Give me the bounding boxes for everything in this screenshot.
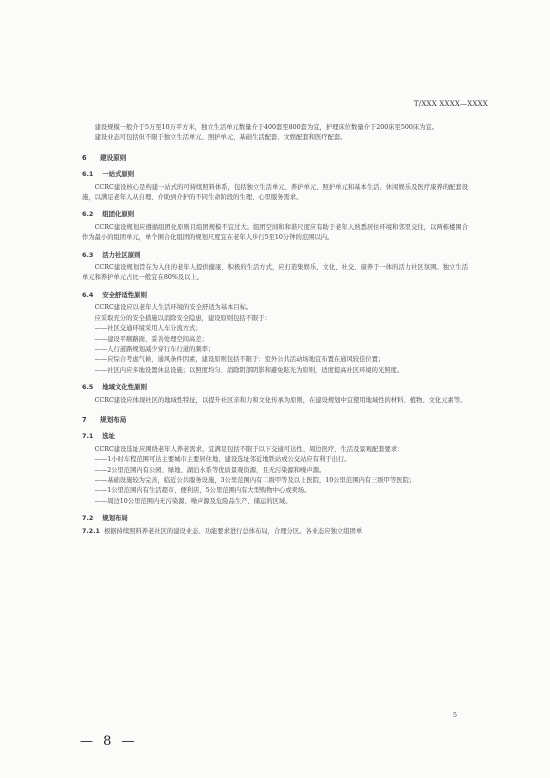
list-item: ——人行道路规划减少穿行车行道的频率； xyxy=(94,345,215,353)
section-title: 一站式原则 xyxy=(102,170,135,179)
section-title: 规划布局 xyxy=(102,514,128,523)
section-7-2-heading xyxy=(82,513,468,523)
section-title: 安全舒适性原则 xyxy=(102,290,147,299)
section-6-4-text: 应采取充分的安全措施以消除安全隐患，建设原则包括不限于： xyxy=(94,314,271,322)
section-title: 建设原则 xyxy=(100,153,127,162)
paragraph-scale: 建设规模一般介于5万至10万平方米，独立生活单元数量介于400套至800套为宜，护理床位数量介于200床至500床为宜。 xyxy=(94,124,439,131)
section-number: 6.3 xyxy=(82,250,94,259)
list-item: ——1公里范围内有生活超市、便利店，5公里范围内有大型购物中心或卖场。 xyxy=(94,487,311,495)
list-item: ——2公里范围内有公园、绿地、湖泊水系等优质景观资源，且无污染源和噪声源。 xyxy=(94,466,326,474)
standard-code-header: T/XXX XXXX—XXXX xyxy=(413,100,488,108)
section-6-1-heading xyxy=(82,169,468,179)
footer-page-number: — 8 — xyxy=(80,734,138,749)
section-7-1-heading xyxy=(82,431,468,441)
list-item: ——社区内应多地设置休息设施；以照度均匀、消除阴部阴影和避免眩光为原则，适度提高社区环境的光照度。 xyxy=(94,366,404,374)
section-6-2-text: CCRC建设规划应遵循组团化原则且组团规模不宜过大。组团空间和和谐尺度应有助于老年人熟悉居住环境和邻里交往，以两栋楼围合作为最小的组团单元，单个围合化组团的规划尺度宜在老年人步行5至10分钟的范围以内。 xyxy=(82,223,468,242)
section-6-1-text: CCRC建设核心是构建一站式的可持续照料体系，包括独立生活单元、养护单元、照护单元和基本生活、休闲娱乐及医疗康养的配套设施，以满足老年人从自理、介助到介护的不同生命阶段的生理、心里服务需求。 xyxy=(82,183,468,202)
section-title: 组团化原则 xyxy=(102,210,135,219)
list-item: ——周边10公里范围内无污染源、噪声源及危险品生产、储运的区域。 xyxy=(94,497,292,505)
list-item: ——建设平顺路面、妥善处理空间高差； xyxy=(94,335,208,343)
document-body xyxy=(82,123,468,537)
section-6-3-text: CCRC建设规划旨在为入住的老年人提供健康、积极的生活方式，应打造集娱乐、文化、社交、康养于一体的活力社区氛围。独立生活单元和养护单元占比一般宜在80%及以上。 xyxy=(82,264,468,282)
section-number: 6 xyxy=(82,153,87,162)
section-number: 7.2 xyxy=(82,514,94,523)
section-6-heading xyxy=(82,153,468,163)
section-number: 6.5 xyxy=(82,383,94,392)
section-7-heading xyxy=(82,415,468,425)
paragraph-formats: 建设业态可包括但不限于独立生活单元、照护单元、基础生活配套、文娱配套和医疗配套。 xyxy=(94,134,347,142)
page-number: 5 xyxy=(452,711,457,719)
section-number: 7.2.1 xyxy=(82,527,100,535)
list-item: ——基础设施较为完善，临近公共服务设施，3公里范围内有二级甲等及以上医院，10公里范围内有三级甲等医院； xyxy=(94,476,416,484)
list-item: ——社区交通环境采用人车分流方式； xyxy=(94,325,202,333)
clause-text: 根据持续照料养老社区的建设业态、功能要求进行总体布局，合理分区。各业态应独立组团单 xyxy=(103,527,363,535)
section-title: 地域文化性原则 xyxy=(102,383,147,392)
section-6-3-heading xyxy=(82,250,468,260)
section-title: 规划布局 xyxy=(100,415,127,424)
section-number: 6.1 xyxy=(82,170,94,179)
section-title: 活力社区原则 xyxy=(102,250,141,259)
section-number: 7.1 xyxy=(82,432,94,441)
section-6-5-heading xyxy=(82,382,468,392)
section-6-5-text: CCRC建设应体现社区的地域性特征，以提升社区亲和力和文化传承为原则，在建设规划中宜使用地域性的材料、植物、文化元素等。 xyxy=(94,396,467,404)
section-6-2-heading xyxy=(82,209,468,219)
section-number: 6.4 xyxy=(82,290,94,299)
section-6-4-text: CCRC建设应以老年人生活环境的安全舒适为基本目标。 xyxy=(94,304,253,312)
list-item: ——应综合考虑气候、通风条件因素，建设原则包括不限于：室外公共活动场地宜布置在通风较佳位置； xyxy=(94,356,385,364)
list-item: ——1小时车程范围可达主要城市主要居住地，建设选址邻近地铁站或公交站应有利于出行。 xyxy=(94,456,351,464)
section-7-2-1-text xyxy=(82,527,468,537)
section-number: 7 xyxy=(82,415,87,424)
section-6-4-heading xyxy=(82,290,468,300)
section-7-1-text: CCRC建设选址应围绕老年人养老需求，宜满足包括不限于以下交通可达性、周边医疗、生活及景观配套要求： xyxy=(94,445,404,453)
section-number: 6.2 xyxy=(82,210,94,219)
section-title: 选址 xyxy=(102,432,116,441)
